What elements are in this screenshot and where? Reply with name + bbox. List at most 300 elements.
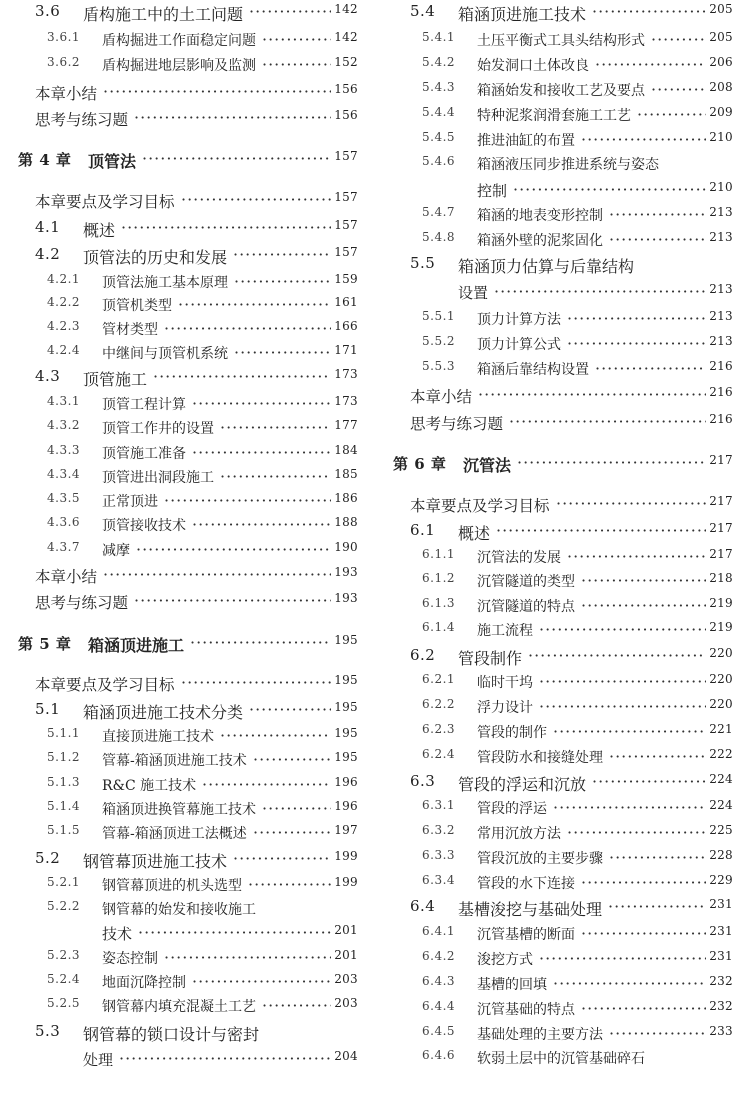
section-number: 5.2.1 <box>47 875 81 889</box>
section-number: 6.3 <box>410 772 436 790</box>
section-title: 顶力计算公式 <box>477 337 561 353</box>
page-number: 156 <box>334 82 358 96</box>
leader-and-page <box>178 295 358 314</box>
leader-and-page <box>233 245 358 264</box>
section-number: 6.1 <box>410 521 436 539</box>
dot-leader <box>249 2 331 21</box>
dot-leader <box>592 772 706 791</box>
section-number: 5.4.4 <box>422 105 456 119</box>
leader-and-page <box>496 521 733 540</box>
section-number: 6.3.1 <box>422 798 456 812</box>
leader-and-page <box>592 2 733 21</box>
page-number: 233 <box>709 1024 733 1038</box>
dot-leader <box>567 309 706 328</box>
page-number: 221 <box>709 722 733 736</box>
dot-leader <box>609 205 706 224</box>
section-title: 正常顶进 <box>102 494 158 510</box>
leader-and-page <box>608 897 733 916</box>
leader-and-page <box>595 359 733 378</box>
section-number: 6.4.6 <box>422 1048 456 1062</box>
page-number: 216 <box>709 412 733 426</box>
page-number: 224 <box>709 772 733 786</box>
section-title: 本章要点及学习目标 <box>410 497 550 515</box>
section-number: 5.3 <box>35 1022 61 1040</box>
leader-and-page <box>592 772 733 791</box>
section-number: 第 5 章 <box>18 635 72 653</box>
dot-leader <box>608 897 706 916</box>
page-number: 157 <box>334 149 358 163</box>
section-title: 箱涵顶进施工技术分类 <box>83 703 244 722</box>
section-number: 4.3.5 <box>47 491 81 505</box>
section-title: 思考与练习题 <box>35 594 129 612</box>
section-number: 5.1.3 <box>47 775 81 789</box>
dot-leader <box>134 108 331 127</box>
page-number: 205 <box>709 30 733 44</box>
section-title: 箱涵后靠结构设置 <box>477 362 589 378</box>
section-number: 6.1.1 <box>422 547 456 561</box>
leader-and-page <box>192 443 358 462</box>
page-number: 159 <box>334 272 358 286</box>
leader-and-page <box>567 547 733 566</box>
section-number: 4.1 <box>35 218 61 236</box>
dot-leader <box>220 726 331 745</box>
section-number: 5.1.4 <box>47 799 81 813</box>
page-number: 157 <box>334 218 358 232</box>
dot-leader <box>567 334 706 353</box>
section-number: 5.1.2 <box>47 750 81 764</box>
page-number: 195 <box>334 750 358 764</box>
section-number: 5.5.1 <box>422 309 456 323</box>
section-title: 箱涵顶进施工技术 <box>458 5 587 24</box>
section-number: 6.4.3 <box>422 974 456 988</box>
leader-and-page <box>138 923 358 942</box>
dot-leader <box>592 2 706 21</box>
page-number: 218 <box>709 571 733 585</box>
section-number: 5.5.2 <box>422 334 456 348</box>
leader-and-page <box>553 974 733 993</box>
section-number: 6.1.4 <box>422 620 456 634</box>
section-title: 临时干坞 <box>477 675 533 691</box>
section-title: 顶管工程计算 <box>102 397 186 413</box>
section-title: 技术 <box>102 925 133 943</box>
dot-leader <box>581 596 706 615</box>
section-title: 姿态控制 <box>102 951 158 967</box>
section-title: 管幕-箱涵顶进施工技术 <box>102 753 247 769</box>
page-number: 173 <box>334 367 358 381</box>
section-title: 思考与练习题 <box>35 111 129 129</box>
leader-and-page <box>637 105 733 124</box>
leader-and-page <box>539 620 733 639</box>
page-number: 166 <box>334 319 358 333</box>
section-title: 土压平衡式工具头结构形式 <box>477 33 645 49</box>
page-number: 195 <box>334 673 358 687</box>
dot-leader <box>181 190 331 209</box>
section-title: 基础处理的主要方法 <box>477 1027 603 1043</box>
section-title: 思考与练习题 <box>410 415 504 433</box>
leader-and-page <box>494 282 733 301</box>
section-title: 顶力计算方法 <box>477 312 561 328</box>
section-number: 6.2.3 <box>422 722 456 736</box>
section-number: 4.3 <box>35 367 61 385</box>
section-number: 4.3.1 <box>47 394 81 408</box>
leader-and-page <box>142 149 358 168</box>
dot-leader <box>202 775 331 794</box>
dot-leader <box>609 848 706 867</box>
dot-leader <box>553 798 706 817</box>
section-number: 4.2.2 <box>47 295 81 309</box>
section-title: 箱涵液压同步推进系统与姿态 <box>477 157 659 173</box>
section-title: 箱涵外壁的泥浆固化 <box>477 233 603 249</box>
page-number: 157 <box>334 190 358 204</box>
section-title: 管段沉放的主要步骤 <box>477 851 603 867</box>
leader-and-page <box>164 948 358 967</box>
section-title: 箱涵的地表变形控制 <box>477 208 603 224</box>
section-number: 5.4.6 <box>422 154 456 168</box>
section-number: 6.2.4 <box>422 747 456 761</box>
section-number: 6.1.2 <box>422 571 456 585</box>
page-number: 231 <box>709 897 733 911</box>
page-number: 203 <box>334 972 358 986</box>
section-number: 5.2.4 <box>47 972 81 986</box>
section-title: 本章小结 <box>410 388 473 406</box>
dot-leader <box>164 491 331 510</box>
section-number: 6.4.2 <box>422 949 456 963</box>
dot-leader <box>233 245 331 264</box>
page-number: 161 <box>334 295 358 309</box>
page-number: 142 <box>334 30 358 44</box>
leader-and-page <box>539 949 733 968</box>
section-title: 顶管施工 <box>83 370 148 389</box>
section-title: 施工流程 <box>477 623 533 639</box>
section-title: 钢管幕顶进的机头选型 <box>102 878 242 894</box>
dot-leader <box>164 319 331 338</box>
dot-leader <box>234 272 331 291</box>
dot-leader <box>121 218 331 237</box>
leader-and-page <box>190 633 358 652</box>
leader-and-page <box>609 747 733 766</box>
section-number: 4.2.4 <box>47 343 81 357</box>
section-title: 地面沉降控制 <box>102 975 186 991</box>
leader-and-page <box>581 873 733 892</box>
dot-leader <box>513 180 706 199</box>
page-number: 210 <box>709 180 733 194</box>
leader-and-page <box>192 515 358 534</box>
dot-leader <box>136 540 331 559</box>
section-title: 顶管施工准备 <box>102 446 186 462</box>
dot-leader <box>553 974 706 993</box>
page-number: 220 <box>709 697 733 711</box>
leader-and-page <box>233 849 358 868</box>
leader-and-page <box>153 367 358 386</box>
section-number: 4.3.6 <box>47 515 81 529</box>
dot-leader <box>553 722 706 741</box>
dot-leader <box>164 948 331 967</box>
section-number: 5.4.8 <box>422 230 456 244</box>
section-number: 5.4.3 <box>422 80 456 94</box>
leader-and-page <box>609 205 733 224</box>
dot-leader <box>138 923 331 942</box>
section-number: 5.2.2 <box>47 899 81 913</box>
leader-and-page <box>181 190 358 209</box>
leader-and-page <box>262 30 358 49</box>
section-number: 5.4.5 <box>422 130 456 144</box>
page-number: 156 <box>334 108 358 122</box>
section-title: 沉管法 <box>463 456 512 475</box>
leader-and-page <box>136 540 358 559</box>
dot-leader <box>119 1049 331 1068</box>
section-title: 始发洞口土体改良 <box>477 58 589 74</box>
leader-and-page <box>121 218 358 237</box>
section-number: 6.1.3 <box>422 596 456 610</box>
section-title: 直接顶进施工技术 <box>102 729 214 745</box>
dot-leader <box>233 849 331 868</box>
page-number: 213 <box>709 309 733 323</box>
dot-leader <box>651 80 706 99</box>
page-number: 213 <box>709 205 733 219</box>
section-title: 盾构掘进地层影响及监测 <box>102 58 256 74</box>
page-number: 142 <box>334 2 358 16</box>
leader-and-page <box>609 848 733 867</box>
leader-and-page <box>253 750 358 769</box>
section-title: 基槽浚挖与基础处理 <box>458 900 603 919</box>
leader-and-page <box>253 823 358 842</box>
section-title: 管段的制作 <box>477 725 547 741</box>
page-number: 199 <box>334 849 358 863</box>
section-title: R&C 施工技术 <box>102 778 197 794</box>
section-title: 沉管隧道的特点 <box>477 599 575 615</box>
section-number: 5.2 <box>35 849 61 867</box>
leader-and-page <box>478 385 733 404</box>
page-number: 231 <box>709 949 733 963</box>
leader-and-page <box>539 697 733 716</box>
section-number: 6.2 <box>410 646 436 664</box>
leader-and-page <box>651 80 733 99</box>
section-number: 6.3.4 <box>422 873 456 887</box>
leader-and-page <box>134 108 358 127</box>
dot-leader <box>595 359 706 378</box>
leader-and-page <box>528 646 733 665</box>
dot-leader <box>234 343 331 362</box>
leader-and-page <box>262 55 358 74</box>
dot-leader <box>651 30 706 49</box>
leader-and-page <box>553 722 733 741</box>
page-number: 190 <box>334 540 358 554</box>
dot-leader <box>262 996 331 1015</box>
section-number: 4.2.3 <box>47 319 81 333</box>
section-title: 管材类型 <box>102 322 158 338</box>
page-number: 210 <box>709 130 733 144</box>
section-title: 设置 <box>458 284 489 302</box>
dot-leader <box>595 55 706 74</box>
page-number: 193 <box>334 565 358 579</box>
page-number: 157 <box>334 245 358 259</box>
section-number: 5.1.1 <box>47 726 81 740</box>
leader-and-page <box>249 700 358 719</box>
section-title: 基槽的回填 <box>477 977 547 993</box>
page-number: 232 <box>709 999 733 1013</box>
dot-leader <box>609 747 706 766</box>
page-number: 201 <box>334 923 358 937</box>
section-title: 软弱土层中的沉管基础碎石 <box>477 1051 645 1067</box>
leader-and-page <box>192 972 358 991</box>
leader-and-page <box>164 491 358 510</box>
section-title: 沉管基础的特点 <box>477 1002 575 1018</box>
section-title: 管段防水和接缝处理 <box>477 750 603 766</box>
dot-leader <box>142 149 331 168</box>
leader-and-page <box>249 2 358 21</box>
page-number: 205 <box>709 2 733 16</box>
dot-leader <box>539 949 706 968</box>
section-number: 6.3.3 <box>422 848 456 862</box>
page-number: 213 <box>709 282 733 296</box>
page-number: 220 <box>709 672 733 686</box>
page-number: 219 <box>709 596 733 610</box>
page-number: 204 <box>334 1049 358 1063</box>
section-number: 4.2.1 <box>47 272 81 286</box>
page-number: 177 <box>334 418 358 432</box>
leader-and-page <box>164 319 358 338</box>
dot-leader <box>248 875 331 894</box>
section-title: 顶管接收技术 <box>102 518 186 534</box>
leader-and-page <box>567 309 733 328</box>
dot-leader <box>192 972 331 991</box>
section-title: 箱涵始发和接收工艺及要点 <box>477 83 645 99</box>
page-number: 208 <box>709 80 733 94</box>
dot-leader <box>609 230 706 249</box>
section-number: 4.3.2 <box>47 418 81 432</box>
dot-leader <box>192 515 331 534</box>
leader-and-page <box>609 1024 733 1043</box>
section-number: 5.4 <box>410 2 436 20</box>
section-title: 顶管法 <box>88 152 137 171</box>
dot-leader <box>581 924 706 943</box>
section-number: 5.4.2 <box>422 55 456 69</box>
dot-leader <box>220 418 331 437</box>
dot-leader <box>496 521 706 540</box>
page-number: 213 <box>709 230 733 244</box>
page-number: 196 <box>334 799 358 813</box>
dot-leader <box>192 443 331 462</box>
leader-and-page <box>609 230 733 249</box>
section-title: 顶管机类型 <box>102 298 172 314</box>
section-title: 概述 <box>83 221 116 240</box>
section-title: 管段的水下连接 <box>477 876 575 892</box>
page-number: 224 <box>709 798 733 812</box>
section-title: 钢管幕顶进施工技术 <box>83 852 228 871</box>
leader-and-page <box>581 924 733 943</box>
section-number: 6.2.1 <box>422 672 456 686</box>
section-title: 顶管进出洞段施工 <box>102 470 214 486</box>
leader-and-page <box>119 1049 358 1068</box>
section-title: 处理 <box>83 1051 114 1069</box>
leader-and-page <box>556 494 733 513</box>
page-number: 213 <box>709 334 733 348</box>
leader-and-page <box>581 130 733 149</box>
dot-leader <box>539 620 706 639</box>
dot-leader <box>153 367 331 386</box>
page-number: 195 <box>334 633 358 647</box>
dot-leader <box>581 873 706 892</box>
section-title: 本章小结 <box>35 85 98 103</box>
section-title: 沉管法的发展 <box>477 550 561 566</box>
section-number: 4.3.7 <box>47 540 81 554</box>
page-number: 201 <box>334 948 358 962</box>
section-number: 6.4.1 <box>422 924 456 938</box>
page-number: 225 <box>709 823 733 837</box>
section-title: 特种泥浆润滑套施工工艺 <box>477 108 631 124</box>
page-number: 196 <box>334 775 358 789</box>
page-number: 222 <box>709 747 733 761</box>
page-number: 197 <box>334 823 358 837</box>
leader-and-page <box>220 726 358 745</box>
section-number: 5.2.5 <box>47 996 81 1010</box>
page-number: 188 <box>334 515 358 529</box>
page-number: 171 <box>334 343 358 357</box>
leader-and-page <box>262 996 358 1015</box>
dot-leader <box>253 823 331 842</box>
leader-and-page <box>509 412 733 431</box>
leader-and-page <box>581 999 733 1018</box>
section-title: 钢管幕的锁口设计与密封 <box>83 1025 260 1044</box>
dot-leader <box>190 633 331 652</box>
section-title: 浚挖方式 <box>477 952 533 968</box>
dot-leader <box>509 412 706 431</box>
section-number: 5.2.3 <box>47 948 81 962</box>
page-number: 184 <box>334 443 358 457</box>
section-title: 控制 <box>477 182 508 200</box>
dot-leader <box>262 30 331 49</box>
section-number: 5.5.3 <box>422 359 456 373</box>
page-number: 203 <box>334 996 358 1010</box>
page-number: 217 <box>709 494 733 508</box>
leader-and-page <box>513 180 733 199</box>
dot-leader <box>181 673 331 692</box>
dot-leader <box>478 385 706 404</box>
section-number: 4.3.4 <box>47 467 81 481</box>
section-number: 3.6 <box>35 2 61 20</box>
leader-and-page <box>220 467 358 486</box>
dot-leader <box>539 672 706 691</box>
section-title: 推进油缸的布置 <box>477 133 575 149</box>
dot-leader <box>178 295 331 314</box>
section-title: 盾构施工中的土工问题 <box>83 5 244 24</box>
leader-and-page <box>103 82 358 101</box>
dot-leader <box>609 1024 706 1043</box>
leader-and-page <box>539 672 733 691</box>
leader-and-page <box>517 453 733 472</box>
section-number: 6.4.5 <box>422 1024 456 1038</box>
dot-leader <box>249 700 331 719</box>
section-number: 第 6 章 <box>393 455 447 473</box>
section-number: 第 4 章 <box>18 151 72 169</box>
section-number: 6.2.2 <box>422 697 456 711</box>
leader-and-page <box>192 394 358 413</box>
section-title: 中继间与顶管机系统 <box>102 346 228 362</box>
section-number: 5.4.1 <box>422 30 456 44</box>
dot-leader <box>494 282 706 301</box>
leader-and-page <box>103 565 358 584</box>
page-number: 199 <box>334 875 358 889</box>
section-title: 管幕-箱涵顶进工法概述 <box>102 826 247 842</box>
section-title: 本章要点及学习目标 <box>35 193 175 211</box>
page-number: 209 <box>709 105 733 119</box>
section-title: 顶管工作井的设置 <box>102 421 214 437</box>
dot-leader <box>103 82 331 101</box>
section-title: 浮力设计 <box>477 700 533 716</box>
leader-and-page <box>181 673 358 692</box>
page-number: 152 <box>334 55 358 69</box>
dot-leader <box>581 130 706 149</box>
